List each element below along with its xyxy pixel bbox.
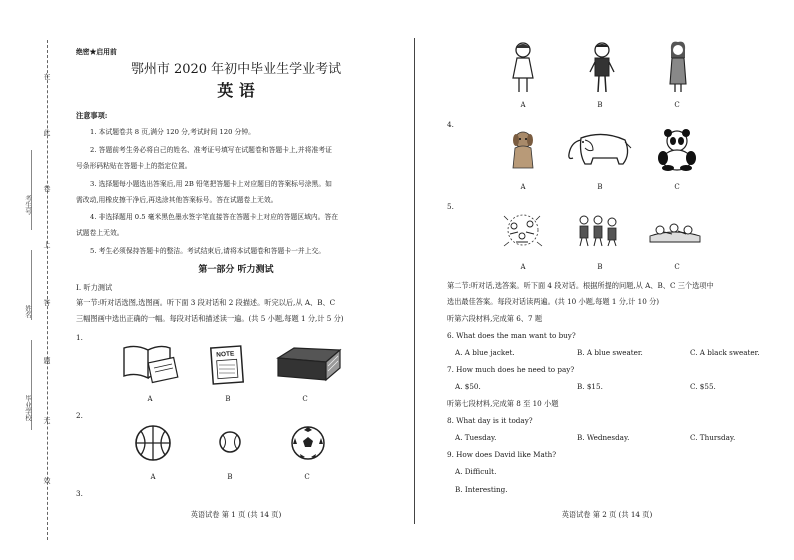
group-heading: 听第六段材料,完成第 6、7 题 — [447, 314, 543, 323]
option-b: B — [597, 101, 603, 109]
answer-option: A. $50. — [455, 382, 481, 391]
option-a: A — [520, 183, 526, 191]
page-footer: 英语试卷 第 1 页 (共 14 页) — [190, 510, 282, 519]
notebook-word: NOTE — [216, 350, 235, 359]
soccer-ball-icon — [289, 424, 327, 462]
closed-book-icon — [272, 344, 344, 384]
secret-mark: 绝密★启用前 — [76, 48, 117, 56]
seal-char: 此 — [43, 129, 51, 137]
seal-char: 无 — [43, 417, 51, 425]
answer-option: B. Wednesday. — [577, 433, 630, 442]
school-label: 毕业学校 — [24, 395, 32, 421]
answer-option: B. A blue sweater. — [577, 348, 643, 357]
notes-heading: 注意事项: — [76, 111, 108, 120]
page-footer: 英语试卷 第 2 页 (共 14 页) — [561, 510, 653, 519]
seal-char: 题 — [43, 357, 51, 365]
exam-title: 鄂州市 2020 年初中毕业生学业考试 — [130, 62, 342, 77]
notebook-icon — [208, 343, 248, 385]
baseball-icon — [218, 430, 242, 454]
note-line: 3. 选择题每小题选出答案后,用 2B 铅笔把答题卡上对应题目的答案标号涂黑。如 — [90, 180, 332, 188]
question-stem: 6. What does the man want to buy? — [447, 331, 576, 340]
boy-figure-icon — [588, 40, 616, 94]
exam-no-line[interactable] — [31, 150, 32, 230]
question-number: 1. — [76, 333, 83, 342]
answer-option: C. A black sweater. — [690, 348, 760, 357]
section2-instruction: 选出最佳答案。每段对话读两遍。(共 10 小题,每题 1 分,计 10 分) — [447, 297, 660, 306]
answer-option: B. $15. — [577, 382, 603, 391]
answer-option: A. A blue jacket. — [455, 348, 515, 357]
note-line: 试题卷上无效。 — [76, 229, 124, 237]
elephant-icon — [563, 128, 635, 172]
panda-icon — [654, 128, 700, 172]
note-line: 4. 非选择题用 0.5 毫米黑色墨水签字笔直接答在答题卡上对应的答题区域内。答在 — [90, 213, 339, 221]
option-c: C — [302, 395, 308, 403]
seal-line — [47, 40, 48, 540]
answer-option: A. Tuesday. — [455, 433, 497, 442]
basketball-icon — [133, 423, 173, 463]
note-line: 5. 考生必须保持答题卡的整洁。考试结束后,请将本试题卷和答题卡一并上交。 — [90, 247, 326, 255]
answer-option: B. Interesting. — [455, 485, 508, 494]
option-c: C — [304, 473, 310, 481]
answer-option: C. $55. — [690, 382, 716, 391]
seal-char: 卷 — [43, 185, 51, 193]
open-book-icon — [120, 342, 180, 384]
option-c: C — [674, 263, 680, 271]
seal-char: 效 — [43, 477, 51, 485]
answer-option: A. Difficult. — [455, 467, 497, 476]
option-c: C — [674, 183, 680, 191]
option-b: B — [597, 183, 603, 191]
question-stem: 9. How does David like Math? — [447, 450, 557, 459]
question-number: 3. — [76, 489, 83, 498]
page-divider — [414, 38, 415, 524]
part-title: 第一部分 听力测试 — [198, 265, 274, 275]
option-c: C — [674, 101, 680, 109]
sleeping-scene-icon — [648, 216, 702, 246]
option-a: A — [520, 263, 526, 271]
option-b: B — [597, 263, 603, 271]
name-label: 姓名 — [24, 305, 32, 318]
note-line: 需改动,用橡皮擦干净后,再选涂其他答案标号。答在试题卷上无效。 — [76, 196, 278, 204]
section1-instruction: 第一节:听对话选图,选图画。听下面 3 段对话和 2 段描述。听完以后,从 A、B、C — [76, 298, 336, 307]
option-b: B — [225, 395, 231, 403]
option-a: A — [150, 473, 156, 481]
question-number: 5. — [447, 202, 454, 211]
section1-instruction: 三幅图画中选出正确的一幅。每段对话和描述读一遍。(共 5 小题,每题 1 分,计 5 分) — [76, 314, 344, 323]
kids-playing-icon — [574, 212, 622, 248]
option-b: B — [227, 473, 233, 481]
dog-icon — [507, 128, 539, 172]
option-a: A — [147, 395, 153, 403]
seal-char: 答 — [43, 299, 51, 307]
answer-option: C. Thursday. — [690, 433, 736, 442]
seal-char: 上 — [43, 241, 51, 249]
question-stem: 7. How much does he need to pay? — [447, 365, 575, 374]
note-line: 号条形码粘贴在答题卡上的指定位置。 — [76, 162, 192, 170]
question-number: 2. — [76, 411, 83, 420]
girl-figure-icon — [509, 40, 537, 94]
question-number: 4. — [447, 120, 454, 129]
subject-title: 英 语 — [217, 81, 255, 100]
note-line: 2. 答题前考生务必将自己的姓名、准考证号填写在试题卷和答题卡上,并将准考证 — [90, 146, 332, 154]
woman-figure-icon — [666, 40, 690, 94]
question-stem: 8. What day is it today? — [447, 416, 533, 425]
section2-instruction: 第二节:听对话,选答案。听下面 4 段对话。根据所提的问题,从 A、B、C 三个选项中 — [447, 281, 714, 290]
option-a: A — [520, 101, 526, 109]
group-heading: 听第七段材料,完成第 8 至 10 小题 — [447, 399, 559, 408]
party-scene-icon — [500, 210, 546, 250]
note-line: 1. 本试题卷共 8 页,满分 120 分,考试时间 120 分钟。 — [90, 128, 255, 136]
seal-char: 在 — [43, 73, 51, 81]
section-title: I. 听力测试 — [76, 283, 113, 292]
exam-no-label: 考生号 — [24, 195, 32, 215]
